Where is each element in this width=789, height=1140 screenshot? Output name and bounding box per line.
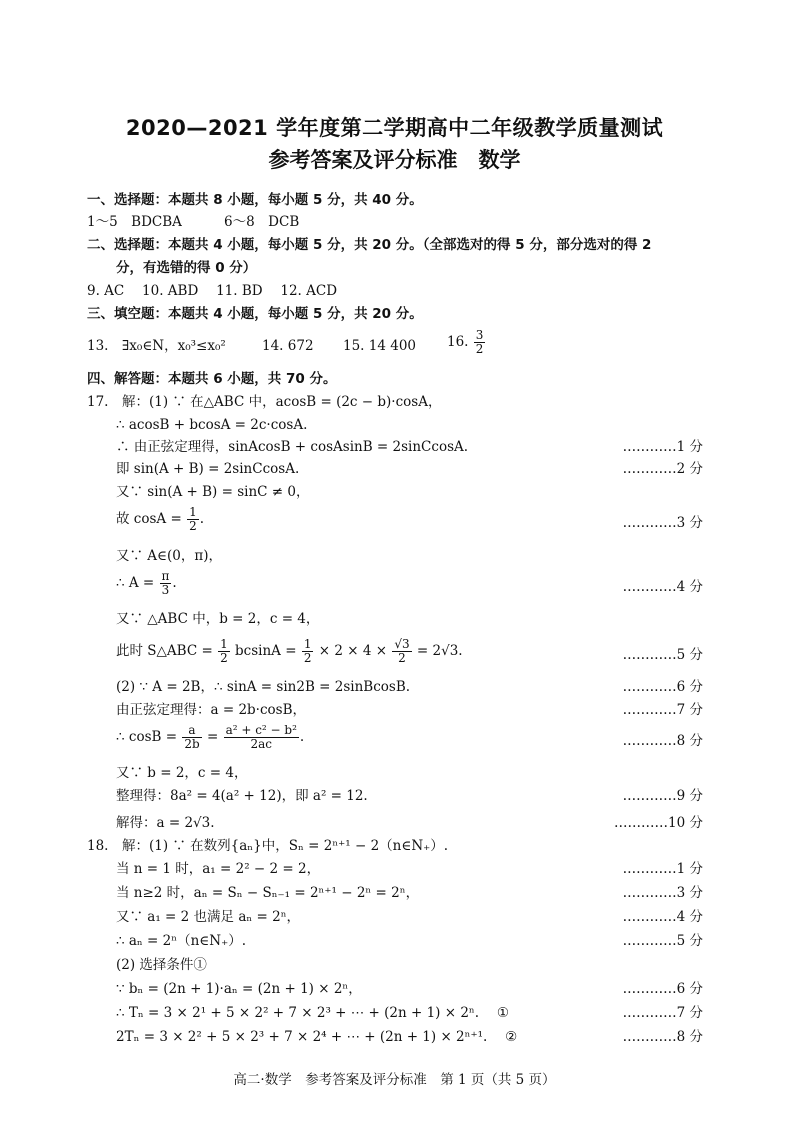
answer-13: 13. ∃x₀∈N，x₀³≤x₀² [87, 338, 226, 354]
score-mark: …………9 分 [622, 788, 703, 804]
answer-14: 14. 672 [262, 338, 314, 354]
answers-1-5: 1～5 BDCBA [87, 214, 182, 230]
score-mark: …………8 分 [622, 733, 703, 749]
score-mark: …………8 分 [622, 1029, 703, 1045]
answer-16: 16. $\frac{3}{2}$ [447, 328, 484, 356]
q18-line-8: ∴ Tₙ = 3 × 2¹ + 5 × 2² + 7 × 2³ + ⋯ + (2n + 1) × 2ⁿ. ① [116, 1005, 509, 1021]
q17-line-6: 故 cosA = $\frac{1}{2}$ . [116, 505, 204, 533]
answers-9-12: 9. AC 10. ABD 11. BD 12. ACD [87, 283, 338, 299]
q18-line-1: 18. 解：(1) ∵ 在数列{aₙ}中，Sₙ = 2ⁿ⁺¹ − 2（n∈N₊）. [87, 838, 449, 854]
section-4-header: 四、解答题：本题共 6 小题，共 70 分。 [87, 371, 337, 387]
score-mark: …………3 分 [622, 885, 703, 901]
q17-line-9: 又∵ △ABC 中，b = 2，c = 4， [116, 611, 320, 627]
q18-line-2: 当 n = 1 时，a₁ = 2² − 2 = 2， [116, 861, 321, 877]
page-title: 2020—2021 学年度第二学期高中二年级教学质量测试 [125, 116, 664, 140]
q18-line-3: 当 n≥2 时，aₙ = Sₙ − Sₙ₋₁ = 2ⁿ⁺¹ − 2ⁿ = 2ⁿ， [116, 885, 420, 901]
score-mark: …………5 分 [622, 647, 703, 663]
section-1-header: 一、选择题：本题共 8 小题，每小题 5 分，共 40 分。 [87, 192, 423, 208]
q17-line-16: 解得：a = 2√3. [116, 815, 215, 831]
score-mark: …………2 分 [622, 461, 703, 477]
q18-line-5: ∴ aₙ = 2ⁿ（n∈N₊）. [116, 933, 247, 949]
score-mark: …………4 分 [622, 909, 703, 925]
answers-6-8: 6～8 DCB [224, 214, 300, 230]
score-mark: …………1 分 [622, 861, 703, 877]
score-mark: …………5 分 [622, 933, 703, 949]
q17-line-13: ∴ cosB = $\frac{a}{2b}$ = $\frac{\text{a² + c² − b²}}{2ac}$ . [116, 723, 305, 751]
score-mark: …………7 分 [622, 1005, 703, 1021]
section-2-header-line2: 分，有选错的得 0 分） [116, 260, 257, 276]
q17-line-11: (2) ∵ A = 2B，∴ sinA = sin2B = 2sinBcosB. [116, 679, 411, 695]
score-mark: …………3 分 [622, 515, 703, 531]
page-footer: 高二·数学 参考答案及评分标准 第 1 页（共 5 页） [233, 1072, 556, 1088]
section-2-header-line1: 二、选择题：本题共 4 小题，每小题 5 分，共 20 分。（全部选对的得 5 分，部分选对的得 2 [87, 237, 652, 253]
score-mark: …………7 分 [622, 702, 703, 718]
q17-line-15: 整理得：8a² = 4(a² + 12)，即 a² = 12. [116, 788, 368, 804]
score-mark: …………6 分 [622, 981, 703, 997]
q18-line-4: 又∵ a₁ = 2 也满足 aₙ = 2ⁿ， [116, 909, 301, 925]
q17-line-5: 又∵ sin(A + B) = sinC ≠ 0， [116, 484, 310, 500]
q17-line-2: ∴ acosB + bcosA = 2c·cosA. [116, 417, 308, 433]
q17-line-3: ∴ 由正弦定理得，sinAcosB + cosAsinB = 2sinCcosA. [116, 439, 469, 455]
q18-line-9: 2Tₙ = 3 × 2² + 5 × 2³ + 7 × 2⁴ + ⋯ + (2n + 1) × 2ⁿ⁺¹. ② [116, 1029, 518, 1045]
page-subtitle: 参考答案及评分标准 数学 [268, 148, 521, 172]
q17-line-7: 又∵ A∈(0，π)， [116, 548, 223, 564]
score-mark: …………6 分 [622, 679, 703, 695]
q17-line-14: 又∵ b = 2，c = 4， [116, 765, 248, 781]
q18-line-7: ∵ bₙ = (2n + 1)·aₙ = (2n + 1) × 2ⁿ， [116, 981, 362, 997]
q17-line-10: 此时 S△ABC = $\frac{1}{2}$ bcsinA = $\frac{1}{2}$ × 2 × 4 × $\frac{√3}{2}$ = 2√3. [116, 637, 463, 665]
section-3-header: 三、填空题：本题共 4 小题，每小题 5 分，共 20 分。 [87, 306, 423, 322]
q17-line-1: 17. 解：(1) ∵ 在△ABC 中，acosB = (2c − b)·cosA， [87, 394, 442, 410]
q17-line-12: 由正弦定理得：a = 2b·cosB， [116, 702, 307, 718]
score-mark: …………1 分 [622, 439, 703, 455]
q18-line-6: (2) 选择条件① [116, 957, 207, 973]
score-mark: …………4 分 [622, 579, 703, 595]
score-mark: …………10 分 [614, 815, 703, 831]
q17-line-4: 即 sin(A + B) = 2sinCcosA. [116, 461, 300, 477]
answer-15: 15. 14 400 [343, 338, 416, 354]
q17-line-8: ∴ A = $\frac{\pi}{3}$ . [116, 569, 177, 597]
